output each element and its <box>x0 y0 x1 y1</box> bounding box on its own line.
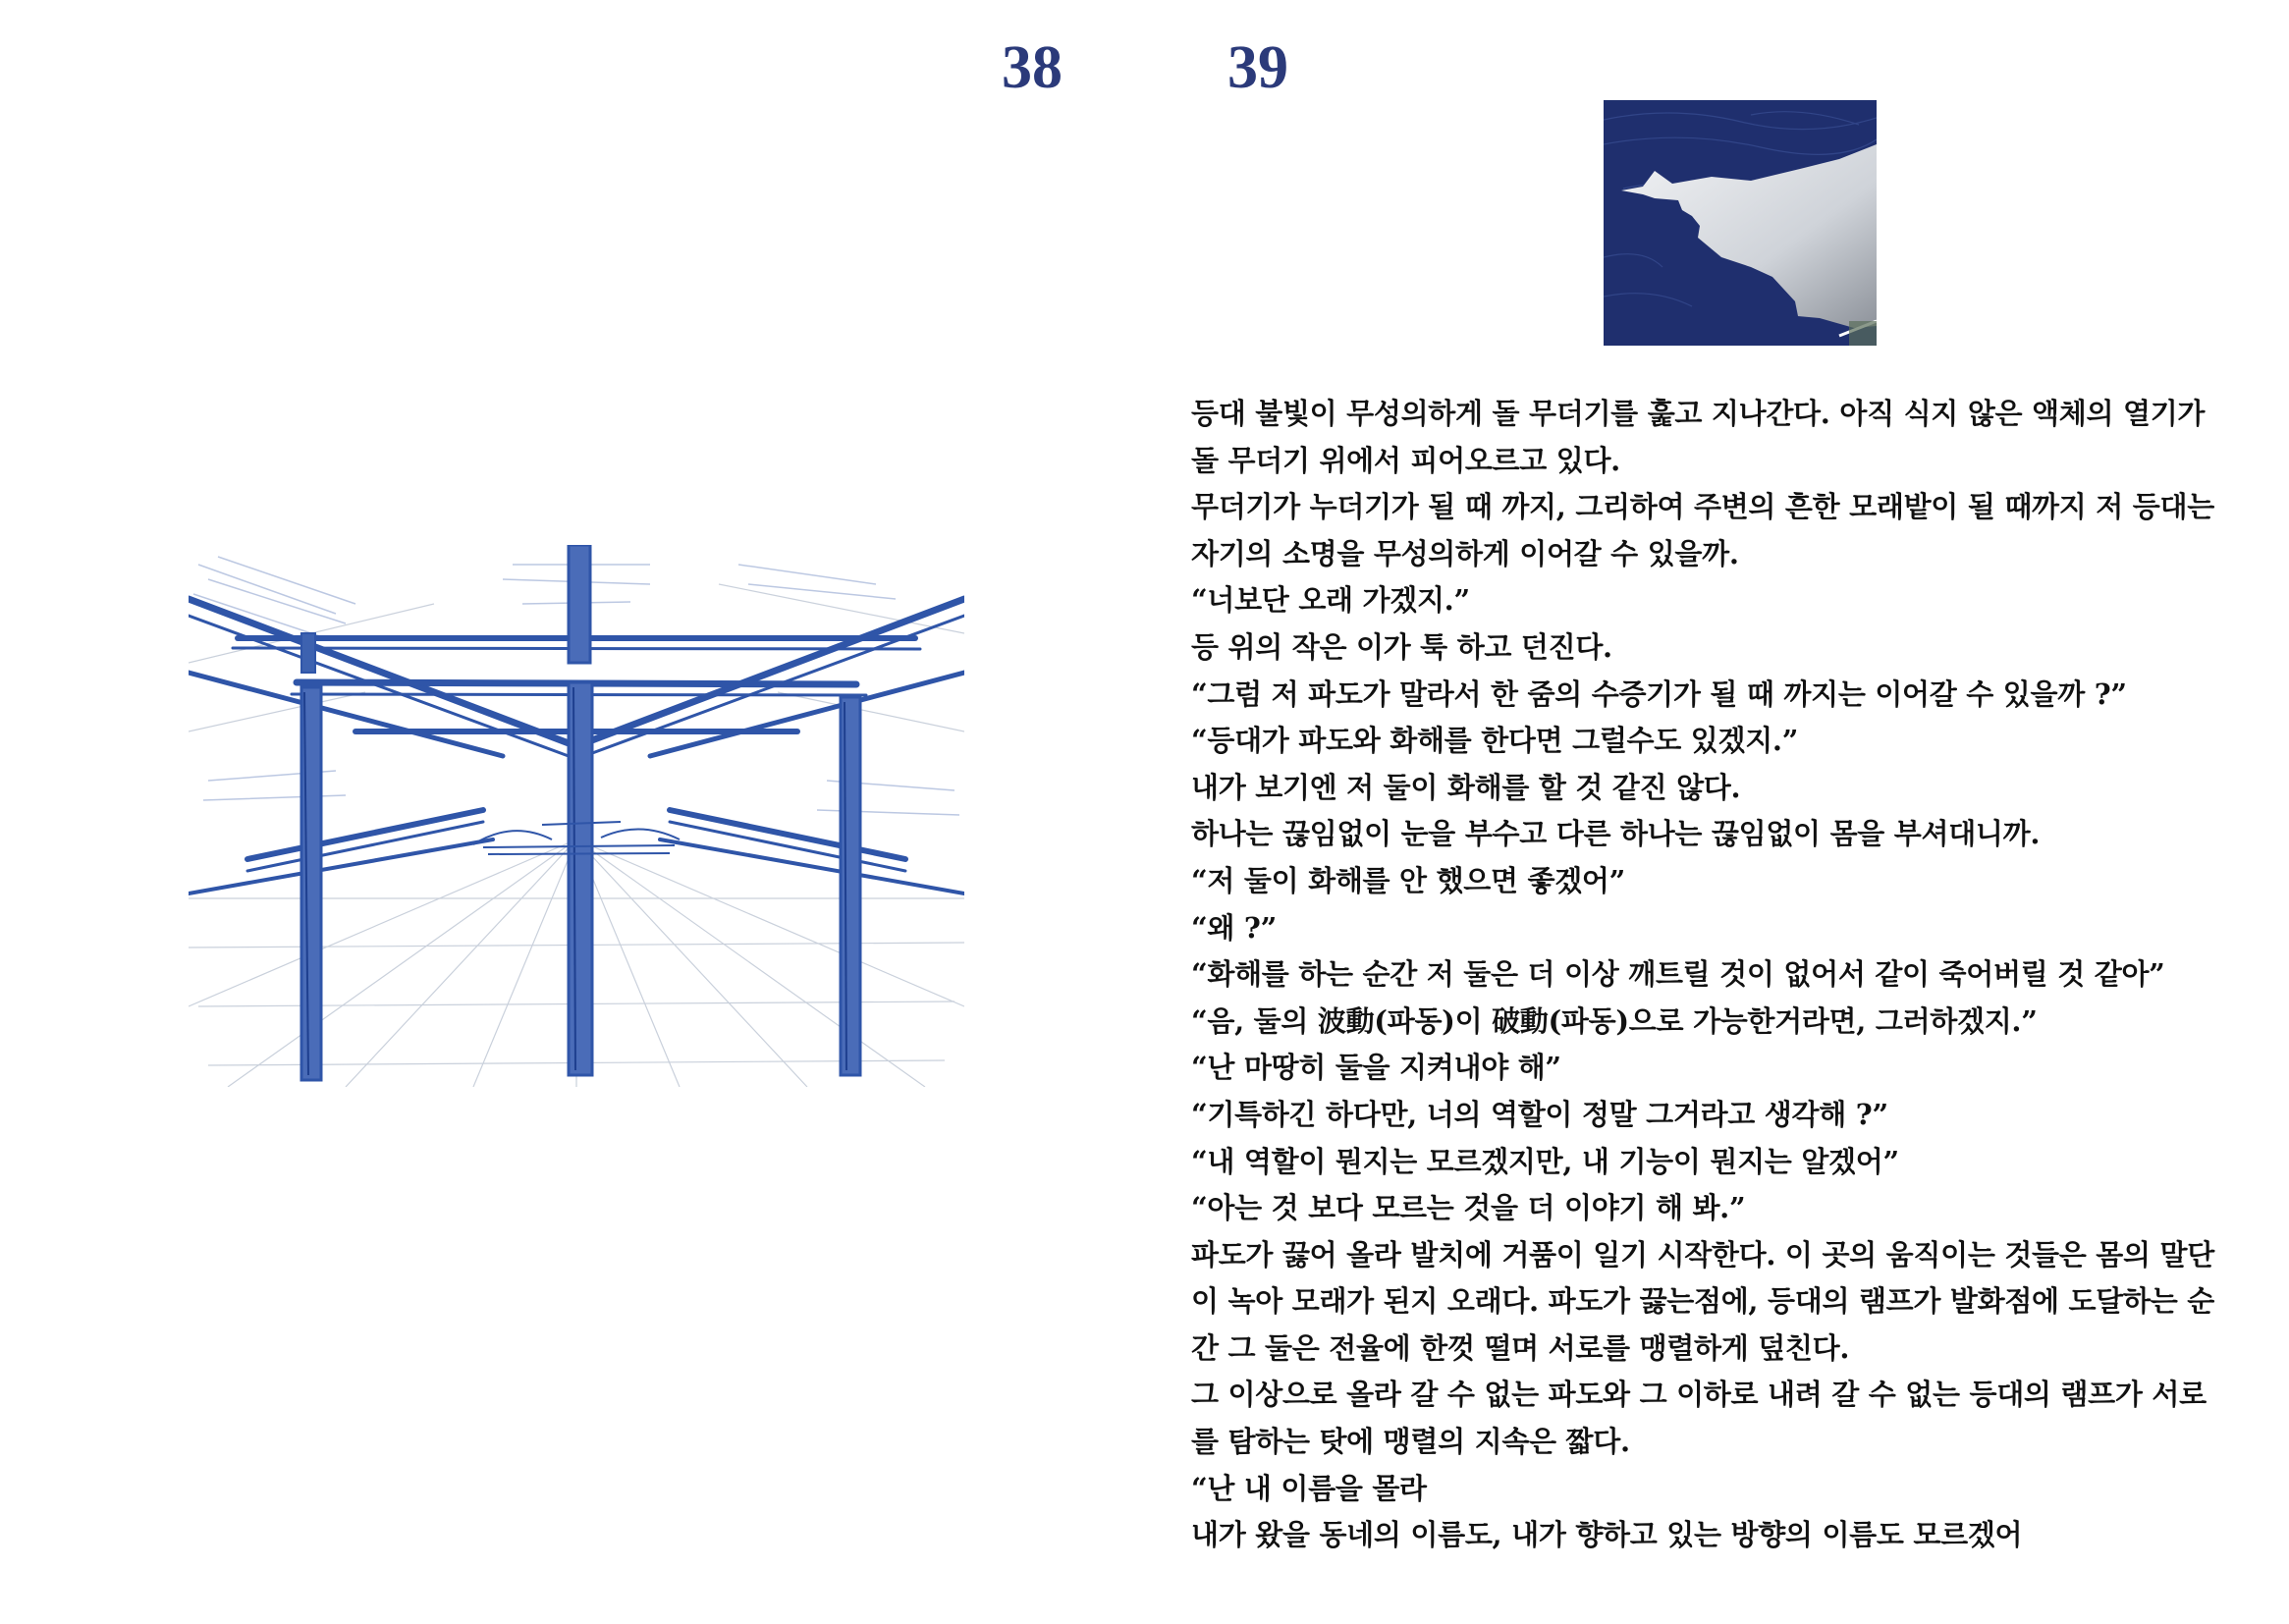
text-line: 자기의 소명을 무성의하게 이어갈 수 있을까. <box>1191 536 1739 570</box>
text-line: 내가 왔을 동네의 이름도, 내가 향하고 있는 방향의 이름도 모르겠어 <box>1191 1518 2023 1552</box>
text-line: 를 탐하는 탓에 맹렬의 지속은 짧다. <box>1191 1425 1630 1459</box>
text-line: 무더기가 누더기가 될 때 까지, 그리하여 주변의 흔한 모래밭이 될 때까지 저 등대는 <box>1191 490 2214 524</box>
text-line: “저 둘이 화해를 안 했으면 좋겠어” <box>1191 863 1626 897</box>
text-line: 돌 무더기 위에서 피어오르고 있다. <box>1191 443 1620 477</box>
text-line: “너보단 오래 가겠지.” <box>1191 583 1470 618</box>
text-line: “왜 ?” <box>1191 910 1277 945</box>
text-line: 내가 보기엔 저 둘이 화해를 할 것 같진 않다. <box>1191 770 1741 804</box>
text-line: 등 위의 작은 이가 툭 하고 던진다. <box>1191 629 1612 664</box>
page-number-right: 39 <box>1227 34 1288 101</box>
text-line: “내 역할이 뭔지는 모르겠지만, 내 기능이 뭔지는 알겠어” <box>1191 1144 1899 1178</box>
text-line: “난 마땅히 둘을 지켜내야 해” <box>1191 1051 1561 1085</box>
text-line: “난 내 이름을 몰라 <box>1191 1471 1427 1505</box>
text-line: 파도가 끓어 올라 발치에 거품이 일기 시작한다. 이 곳의 움직이는 것들은 몸의 말단 <box>1191 1237 2214 1272</box>
text-line: 간 그 둘은 전율에 한껏 떨며 서로를 맹렬하게 덮친다. <box>1191 1330 1850 1365</box>
perspective-sketch-illustration <box>189 545 964 1087</box>
text-line: 하나는 끊임없이 눈을 부수고 다른 하나는 끊임없이 몸을 부셔대니까. <box>1191 817 2041 851</box>
text-line: 이 녹아 모래가 된지 오래다. 파도가 끓는점에, 등대의 램프가 발화점에 도달하는 순 <box>1191 1284 2214 1319</box>
text-line: “아는 것 보다 모르는 것을 더 이야기 해 봐.” <box>1191 1191 1746 1225</box>
text-line: 그 이상으로 올라 갈 수 없는 파도와 그 이하로 내려 갈 수 없는 등대의 램프가 서로 <box>1191 1378 2207 1412</box>
page-number-left: 38 <box>1002 34 1063 101</box>
text-line: “등대가 파도와 화해를 한다면 그럴수도 있겠지.” <box>1191 724 1799 758</box>
story-text <box>1191 391 2271 1559</box>
text-line: 등대 불빛이 무성의하게 돌 무더기를 훑고 지나간다. 아직 식지 않은 액체의 열기가 <box>1191 397 2206 430</box>
text-line: “화해를 하는 순간 저 둘은 더 이상 깨트릴 것이 없어서 같이 죽어버릴 것 같아” <box>1191 957 2165 992</box>
text-line: “그럼 저 파도가 말라서 한 줌의 수증기가 될 때 까지는 이어갈 수 있을까 ?” <box>1191 677 2127 711</box>
silhouette-thumbnail-illustration <box>1604 100 1877 346</box>
text-line: “음, 둘의 波動(파동)이 破動(파동)으로 가능한거라면, 그러하겠지.” <box>1191 1003 2038 1038</box>
sketch-pillars <box>301 545 860 1080</box>
text-line: “기특하긴 하다만, 너의 역할이 정말 그거라고 생각해 ?” <box>1191 1097 1888 1131</box>
